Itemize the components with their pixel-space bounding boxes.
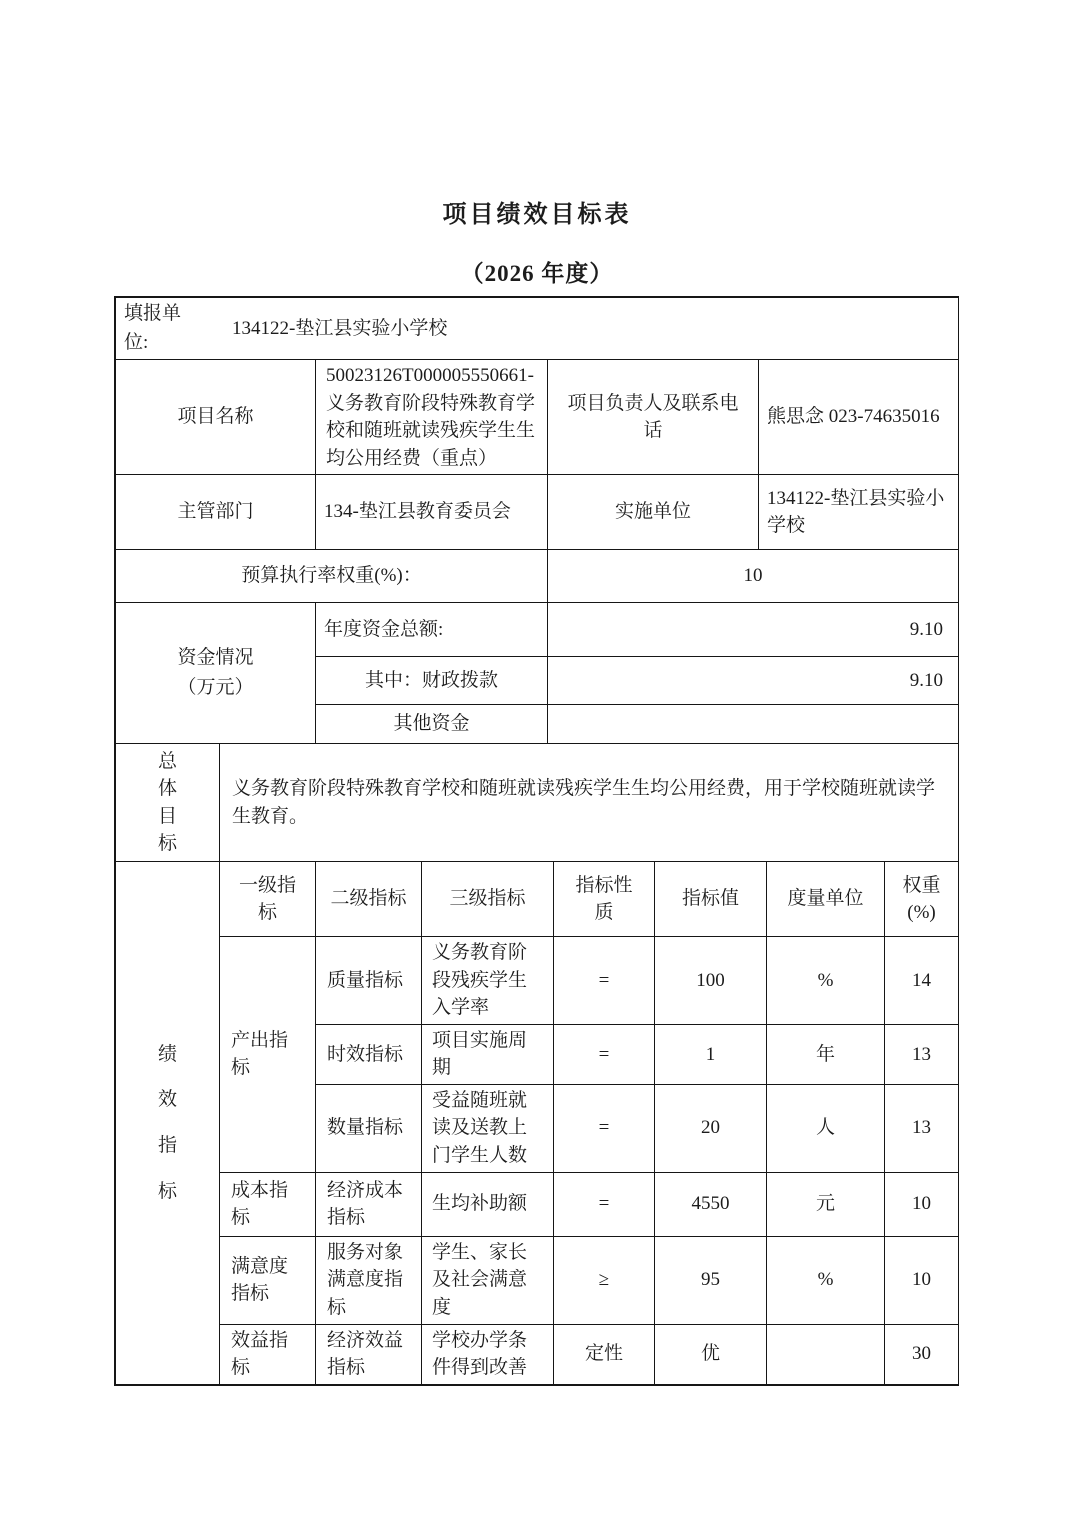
impl-unit-value: 134122-垫江县实验小学校: [759, 475, 959, 550]
indicator-level3: 义务教育阶段残疾学生入学率: [422, 937, 554, 1025]
indicator-weight: 30: [885, 1324, 959, 1384]
indicator-value: 20: [655, 1084, 767, 1172]
funding-label-line1: 资金情况: [177, 646, 254, 668]
dept-label: 主管部门: [116, 475, 316, 550]
indicator-header-row: [116, 862, 959, 937]
header-level3: 三级指标: [422, 862, 554, 937]
table-row: [116, 475, 959, 550]
indicator-value: 1: [655, 1024, 767, 1084]
table-row: [116, 360, 959, 475]
project-name-value: 50023126T000005550661-义务教育阶段特殊教育学校和随班就读残疾学生生均公用经费（重点）: [316, 360, 548, 475]
header-level2: 二级指标: [316, 862, 422, 937]
funding-row-value: 9.10: [548, 657, 959, 705]
indicator-row: [116, 1172, 959, 1236]
indicator-value: 100: [655, 937, 767, 1025]
indicator-value: 95: [655, 1236, 767, 1324]
indicator-unit: 元: [767, 1172, 885, 1236]
overall-goal-text: 义务教育阶段特殊教育学校和随班就读残疾学生生均公用经费，用于学校随班就读学生教育。: [220, 744, 959, 862]
header-level1: 一级指标: [220, 862, 316, 937]
overall-goal-table: [115, 743, 959, 862]
indicator-nature: =: [554, 937, 655, 1025]
overall-goal-label: 总体目标: [116, 744, 220, 862]
funding-row-label: 其中：财政拨款: [316, 657, 548, 705]
header-weight: 权重(%): [885, 862, 959, 937]
report-unit-label: 填报单位:: [124, 303, 182, 353]
header-value: 指标值: [655, 862, 767, 937]
indicator-level3: 学生、家长及社会满意度: [422, 1236, 554, 1324]
funding-row-value: 9.10: [548, 603, 959, 657]
indicator-level2: 服务对象满意度指标: [316, 1236, 422, 1324]
indicator-row: [116, 1324, 959, 1384]
indicator-row: [116, 937, 959, 1025]
indicator-level2: 经济效益指标: [316, 1324, 422, 1384]
indicators-table: [115, 861, 959, 1384]
indicator-level2: 经济成本指标: [316, 1172, 422, 1236]
project-name-label: 项目名称: [116, 360, 316, 475]
report-unit-cell: [116, 298, 959, 360]
indicator-unit: %: [767, 1236, 885, 1324]
performance-target-table: [114, 296, 959, 1386]
indicator-weight: 14: [885, 937, 959, 1025]
indicator-level1: 成本指标: [220, 1172, 316, 1236]
indicators-side-label: 绩效指标: [116, 862, 220, 1384]
indicator-level1: 满意度指标: [220, 1236, 316, 1324]
impl-unit-label: 实施单位: [548, 475, 759, 550]
funding-row-label: 年度资金总额:: [316, 603, 548, 657]
indicator-row: [116, 1236, 959, 1324]
leader-value: 熊思念 023-74635016: [759, 360, 959, 475]
indicator-nature: =: [554, 1024, 655, 1084]
indicator-value: 4550: [655, 1172, 767, 1236]
indicator-level3: 学校办学条件得到改善: [422, 1324, 554, 1384]
indicator-unit: 人: [767, 1084, 885, 1172]
indicator-weight: 13: [885, 1024, 959, 1084]
indicator-level2: 质量指标: [316, 937, 422, 1025]
funding-label-line2: （万元）: [177, 677, 254, 699]
indicator-level3: 项目实施周期: [422, 1024, 554, 1084]
indicator-value: 优: [655, 1324, 767, 1384]
budget-exec-weight-label: 预算执行率权重(%)：: [116, 550, 548, 603]
indicator-level2: 时效指标: [316, 1024, 422, 1084]
indicator-unit: 年: [767, 1024, 885, 1084]
header-unit: 度量单位: [767, 862, 885, 937]
indicator-level3: 生均补助额: [422, 1172, 554, 1236]
indicator-level2: 数量指标: [316, 1084, 422, 1172]
table-row: [116, 550, 959, 603]
project-info-table: [115, 297, 959, 744]
indicator-unit: %: [767, 937, 885, 1025]
budget-exec-weight-value: 10: [548, 550, 959, 603]
dept-value: 134-垫江县教育委员会: [316, 475, 548, 550]
indicator-nature: 定性: [554, 1324, 655, 1384]
page-subtitle: （2026 年度）: [460, 261, 614, 286]
indicator-nature: ≥: [554, 1236, 655, 1324]
page-title: 项目绩效目标表: [442, 202, 632, 228]
report-unit-value: 134122-垫江县实验小学校: [232, 317, 448, 339]
indicator-unit: [767, 1324, 885, 1384]
indicator-weight: 10: [885, 1172, 959, 1236]
indicator-level1: 产出指标: [220, 937, 316, 1172]
funding-row-value: [548, 705, 959, 744]
indicator-nature: =: [554, 1084, 655, 1172]
leader-label: 项目负责人及联系电话: [548, 360, 759, 475]
indicator-weight: 13: [885, 1084, 959, 1172]
indicator-nature: =: [554, 1172, 655, 1236]
table-row: [116, 603, 959, 657]
indicator-level3: 受益随班就读及送教上门学生人数: [422, 1084, 554, 1172]
indicator-level1: 效益指标: [220, 1324, 316, 1384]
table-row: [116, 744, 959, 862]
funding-row-label: 其他资金: [316, 705, 548, 744]
funding-label: [116, 603, 316, 744]
header-nature: 指标性质: [554, 862, 655, 937]
indicator-weight: 10: [885, 1236, 959, 1324]
table-row: [116, 298, 959, 360]
